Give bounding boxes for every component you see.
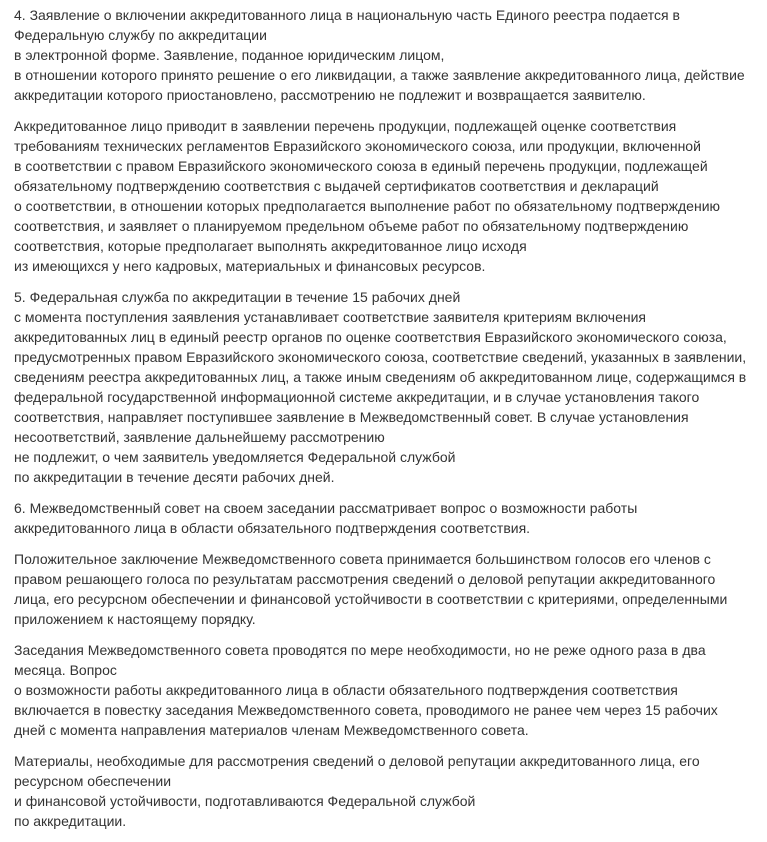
text-line: 4. Заявление о включении аккредитованного лица в национальную часть Единого реестра подается в — [14, 7, 680, 23]
text-line: аккредитованных лиц в единый реестр органов по оценке соответствия Евразийского экономического союза, — [14, 329, 727, 345]
text-line: о соответствии, в отношении которых предполагается выполнение работ по обязательному подтверждению — [14, 198, 721, 214]
text-line: Аккредитованное лицо приводит в заявлении перечень продукции, подлежащей оценке соответствия — [14, 118, 677, 134]
paragraph-6-council — [14, 498, 762, 538]
text-line: Материалы, необходимые для рассмотрения сведений о деловой репутации аккредитованного лица, его — [14, 753, 700, 769]
text-line: не подлежит, о чем заявитель уведомляется Федеральной службой — [14, 449, 456, 465]
text-line: Заседания Межведомственного совета проводятся по мере необходимости, но не реже одного раза в два — [14, 642, 706, 658]
text-line: месяца. Вопрос — [14, 662, 117, 678]
text-line: соответствия, которые предполагает выполнять аккредитованное лицо исходя — [14, 238, 527, 254]
text-line: о возможности работы аккредитованного лица в области обязательного подтверждения соответствия — [14, 682, 678, 698]
document-body — [14, 5, 762, 842]
text-line: требованиям технических регламентов Евразийского экономического союза, или продукции, включенной — [14, 138, 701, 154]
text-line: сведениям реестра аккредитованных лиц, а также иным сведениям об аккредитованном лице, содержащимся в — [14, 369, 747, 385]
text-line: приложением к настоящему порядку. — [14, 611, 256, 627]
paragraph-materials — [14, 751, 762, 831]
text-line: в соответствии с правом Евразийского экономического союза в единый перечень продукции, подлежащей — [14, 158, 708, 174]
text-line: несоответствий, заявление дальнейшему рассмотрению — [14, 429, 385, 445]
text-line: и финансовой устойчивости, подготавливаются Федеральной службой — [14, 793, 476, 809]
text-line: аккредитованного лица в области обязательного подтверждения соответствия. — [14, 520, 531, 536]
paragraph-product-list — [14, 116, 762, 276]
text-line: лица, его ресурсном обеспечении и финансовой устойчивости в соответствии с критериями, определенными — [14, 591, 728, 607]
paragraph-positive-conclusion — [14, 549, 762, 629]
text-line: Федеральную службу по аккредитации — [14, 27, 267, 43]
paragraph-council-meetings — [14, 640, 762, 740]
paragraph-4-application — [14, 5, 762, 105]
text-line: обязательному подтверждению соответствия с выдачей сертификатов соответствия и деклараций — [14, 178, 659, 194]
text-line: аккредитации которого приостановлено, рассмотрению не подлежит и возвращается заявителю. — [14, 87, 646, 103]
text-line: предусмотренных правом Евразийского экономического союза, соответствие сведений, указанных в заявлении, — [14, 349, 747, 365]
text-line: ресурсном обеспечении — [14, 773, 172, 789]
text-line: дней с момента направления материалов членам Межведомственного совета. — [14, 722, 529, 738]
text-line: с момента поступления заявления устанавливает соответствие заявителя критериям включения — [14, 309, 647, 325]
text-line: правом решающего голоса по результатам рассмотрения сведений о деловой репутации аккредитованного — [14, 571, 716, 587]
text-line: Положительное заключение Межведомственного совета принимается большинством голосов его членов с — [14, 551, 711, 567]
text-line: в электронной форме. Заявление, поданное юридическим лицом, — [14, 47, 445, 63]
paragraph-5-verification — [14, 287, 762, 487]
text-line: в отношении которого принято решение о его ликвидации, а также заявление аккредитованного лица, действие — [14, 67, 745, 83]
text-line: из имеющихся у него кадровых, материальных и финансовых ресурсов. — [14, 258, 486, 274]
text-line: 6. Межведомственный совет на своем заседании рассматривает вопрос о возможности работы — [14, 500, 638, 516]
text-line: по аккредитации. — [14, 813, 127, 829]
text-line: включается в повестку заседания Межведомственного совета, проводимого не ранее чем через 15 рабочих — [14, 702, 718, 718]
text-line: соответствия, направляет поступившее заявление в Межведомственный совет. В случае установления — [14, 409, 689, 425]
text-line: соответствия, и заявляет о планируемом предельном объеме работ по обязательному подтверждению — [14, 218, 689, 234]
text-line: по аккредитации в течение десяти рабочих дней. — [14, 469, 335, 485]
text-line: 5. Федеральная служба по аккредитации в течение 15 рабочих дней — [14, 289, 461, 305]
text-line: федеральной государственной информационной системе аккредитации, и в случае установления такого — [14, 389, 700, 405]
